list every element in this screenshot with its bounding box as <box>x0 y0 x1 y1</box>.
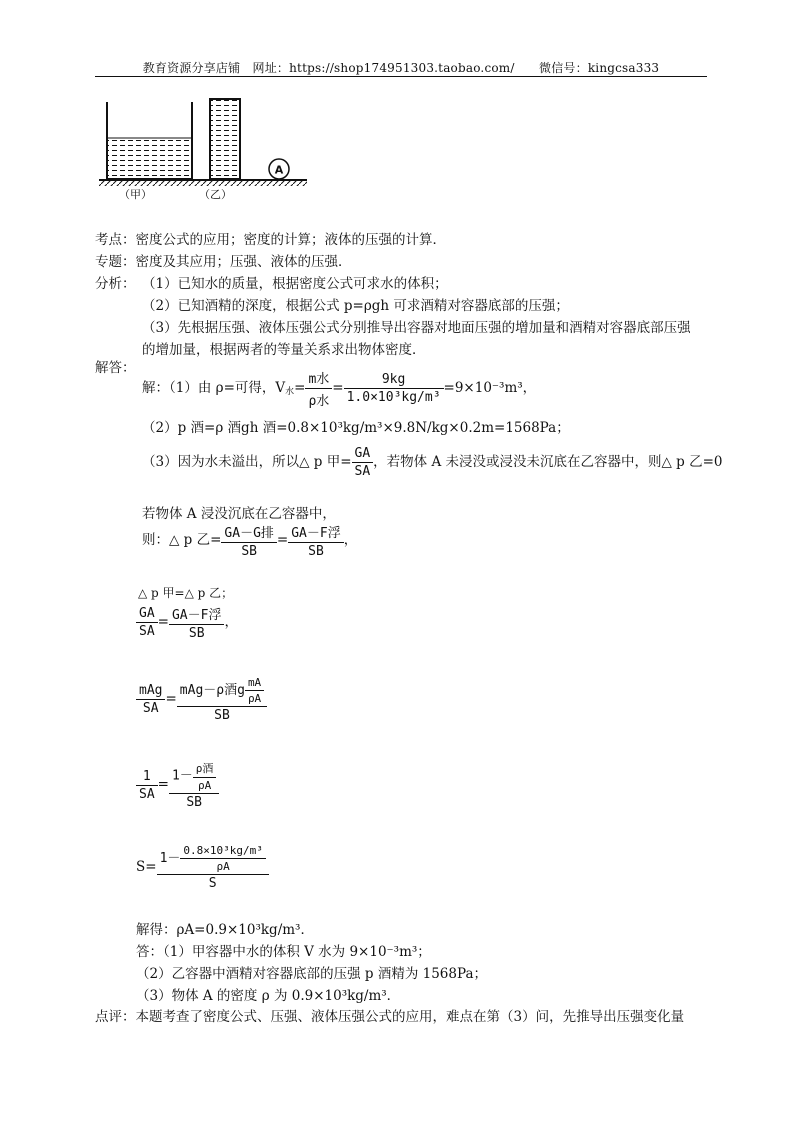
step-1-prefix: 解：（1）由 ρ=可得，V <box>142 380 286 396</box>
page-header: 教育资源分享店铺 网址：https://shop174951303.taobao.com/ 微信号：kingcsa333 <box>142 61 660 75</box>
step-10-prefix: S= <box>136 859 157 875</box>
answer-3: （3）物体 A 的密度 ρ 为 0.9×10³kg/m³． <box>136 988 401 1004</box>
step-7-frac-a: $\frac{GA}{SA}$ <box>136 606 158 639</box>
step-1-frac-b: $\frac{9kg}{\text{1.0×10³kg/m³}}$ <box>344 372 444 405</box>
step-3-frac: $\frac{GA}{SA}$ <box>352 446 374 479</box>
container-diagram <box>95 88 315 203</box>
jieda-label: 解答： <box>95 360 136 376</box>
step-2: （2）p 酒=ρ 酒gh 酒=0.8×10³kg/m³×9.8N/kg×0.2m=1568Pa； <box>142 420 570 436</box>
step-1-eq2: = <box>332 380 344 396</box>
step-9-frac-a: $\frac{1}{SA}$ <box>136 769 158 802</box>
step-1-frac-a: $\frac{\text{m水}}{\text{ρ水}}$ <box>305 368 332 409</box>
step-10 <box>136 844 269 891</box>
zhuanti-line <box>95 250 352 270</box>
fenxi-line-4: 的增加量，根据两者的等量关系求出物体密度． <box>142 342 426 358</box>
step-7-frac-b: $\frac{\text{GA－F浮}}{SB}$ <box>169 604 224 641</box>
dianping-label: 点评： <box>95 1009 136 1025</box>
header-divider <box>95 76 707 77</box>
step-9: $\frac{1}{SA}$ = 1－ $\frac{\text{ρ酒}}{\rho A}$ SB <box>136 760 219 810</box>
kaodian-label: 考点： <box>95 232 136 248</box>
label-jia: （甲） <box>119 188 152 201</box>
step-3 <box>142 446 723 479</box>
step-6: △ p 甲=△ p 乙； <box>138 586 234 600</box>
fenxi-line-1: （1）已知水的质量，根据密度公式可求水的体积； <box>142 276 448 292</box>
step-1-sub: 水 <box>285 387 295 397</box>
step-1 <box>142 368 536 409</box>
container-yi <box>210 99 240 179</box>
step-5-frac-a: $\frac{\text{GA－G排}}{SB}$ <box>221 522 276 559</box>
step-5: 则：△ p 乙= $\frac{\text{GA－G排}}{SB}$ = $\frac{\text{GA－F浮}}{SB}$ ， <box>142 522 357 559</box>
step-5-prefix: 则：△ p 乙= <box>142 532 222 548</box>
fenxi-line-3: （3）先根据压强、液体压强公式分别推导出容器对地面压强的增加量和酒精对容器底部压强 <box>142 320 691 336</box>
answer-1: 答：（1）甲容器中水的体积 V 水为 9×10⁻³m³； <box>136 944 431 960</box>
dianping-text: 本题考查了密度公式、压强、液体压强公式的应用，难点在第（3）问，先推导出压强变化量 <box>135 1009 685 1025</box>
fenxi-label: 分析： <box>95 276 136 292</box>
step-1-result: =9×10⁻³m³， <box>443 380 537 396</box>
step-9-frac-b: 1－ $\frac{\text{ρ酒}}{\rho A}$ SB <box>169 760 219 810</box>
result-line: 解得：ρA=0.9×10³kg/m³． <box>136 922 314 938</box>
step-8: $\frac{\text{mAg}}{SA}$ = mAg－ρ酒g $\frac{mA}{\rho A}$ SB <box>136 676 267 723</box>
step-3-suffix: ，若物体 A 未浸没或浸没未沉底在乙容器中，则△ p 乙=0 <box>373 454 723 470</box>
step-7: $\frac{GA}{SA}$ = $\frac{\text{GA－F浮}}{SB}$ ， <box>136 604 238 641</box>
step-1-eq: = <box>294 380 306 396</box>
object-a <box>269 159 289 179</box>
zhuanti-text: 密度及其应用；压强、液体的压强． <box>135 254 352 270</box>
fenxi-line-2: （2）已知酒精的深度，根据公式 p=ρgh 可求酒精对容器底部的压强； <box>142 298 569 314</box>
step-8-frac-b: mAg－ρ酒g $\frac{mA}{\rho A}$ SB <box>177 676 267 723</box>
object-a-label: A <box>274 163 284 177</box>
step-8-frac-a: $\frac{\text{mAg}}{SA}$ <box>136 683 165 716</box>
dianping-line <box>95 1005 684 1025</box>
step-3-prefix: （3）因为水未溢出，所以△ p 甲= <box>142 454 352 470</box>
step-4: 若物体 A 浸没沉底在乙容器中， <box>142 506 336 522</box>
kaodian-line <box>95 228 446 248</box>
label-yi: （乙） <box>199 188 232 201</box>
step-10-frac: 1－ $\frac{\text{0.8×10³kg/m³}}{\rho A}$ S <box>157 844 269 891</box>
answer-2: （2）乙容器中酒精对容器底部的压强 p 酒精为 1568Pa； <box>136 966 487 982</box>
kaodian-text: 密度公式的应用；密度的计算；液体的压强的计算． <box>135 232 446 248</box>
container-jia <box>107 102 192 179</box>
step-5-frac-b: $\frac{\text{GA－F浮}}{SB}$ <box>288 522 343 559</box>
zhuanti-label: 专题： <box>95 254 136 270</box>
